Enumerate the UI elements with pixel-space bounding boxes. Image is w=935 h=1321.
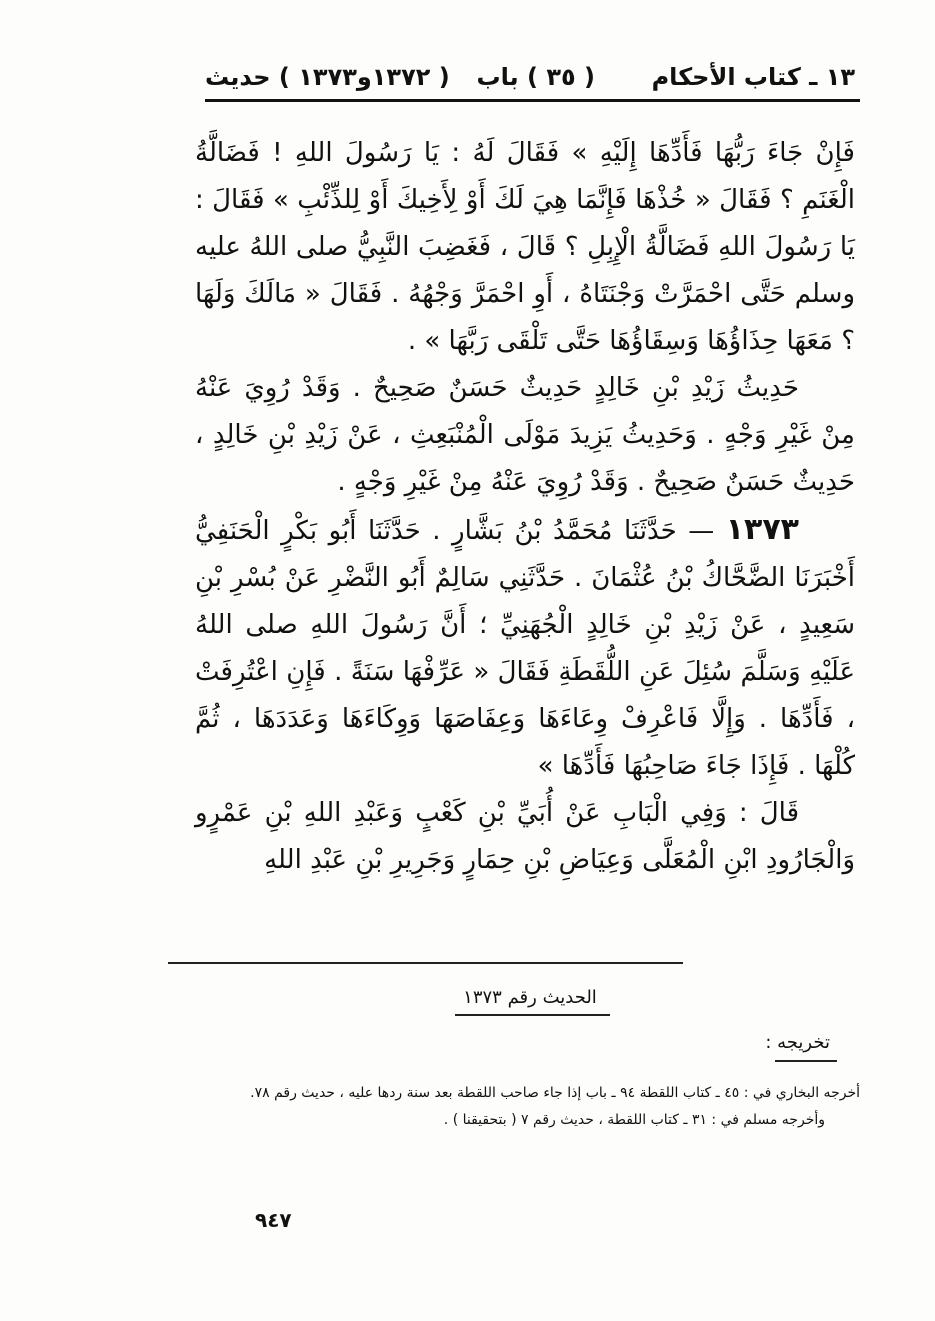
running-header: [205, 60, 855, 94]
header-hadith-range: ( ١٣٧٢و١٣٧٣ ) حديث: [205, 63, 450, 91]
header-chapter-title: ( ٣٥ ) باب: [476, 63, 595, 91]
footnote-title: الحديث رقم ١٣٧٣: [463, 987, 597, 1008]
paragraph-2: حَدِيثُ زَيْدِ بْنِ خَالِدٍ حَدِيثٌ حَسَنٌ صَحِيحٌ . وَقَدْ رُوِيَ عَنْهُ مِنْ غَيْرِ وَجْهٍ . وَحَدِيثُ يَزِيدَ مَوْلَى الْمُنْبَعِثِ ، عَنْ زَيْدِ بْنِ خَالِدٍ ، حَدِيثٌ حَسَنٌ صَحِيحٌ . وَقَدْ رُوِيَ عَنْهُ مِنْ غَيْرِ وَجْهٍ .: [195, 373, 855, 497]
footnote-divider: [168, 962, 683, 964]
footnote-title-underline: [455, 1014, 610, 1016]
paragraph-1: فَإِنْ جَاءَ رَبُّهَا فَأَدِّهَا إِلَيْهِ » فَقَالَ لَهُ : يَا رَسُولَ اللهِ ! فَضَالَّةُ الْغَنَمِ ؟ فَقَالَ « خُذْهَا فَإِنَّمَا هِيَ لَكَ أَوْ لِأَخِيكَ أَوْ لِلذِّئْبِ » فَقَالَ : يَا رَسُولَ اللهِ فَضَالَّةُ الْإِبِلِ ؟ قَالَ ، فَغَضِبَ النَّبِيُّ صلى اللهُ عليه وسلم حَتَّى احْمَرَّتْ وَجْنَتَاهُ ، أَوِ احْمَرَّ وَجْهُهُ . فَقَالَ « مَالَكَ وَلَهَا ؟ مَعَهَا حِذَاؤُهَا وَسِقَاؤُهَا حَتَّى تَلْقَى رَبَّهَا » .: [195, 138, 855, 356]
hadith-text: — حَدَّثَنَا مُحَمَّدُ بْنُ بَشَّارٍ . حَدَّثَنَا أَبُو بَكْرٍ الْحَنَفِيُّ أَخْبَرَنَا الضَّحَّاكُ بْنُ عُثْمَانَ . حَدَّثَنِي سَالِمٌ أَبُو النَّضْرِ عَنْ بُسْرِ بْنِ سَعِيدٍ ، عَنْ زَيْدِ بْنِ خَالِدٍ الْجُهَنِيِّ ؛ أَنَّ رَسُولَ اللهِ صلى اللهُ عَلَيْهِ وَسَلَّمَ سُئِلَ عَنِ اللُّقَطَةِ فَقَالَ « عَرِّفْهَا سَنَةً . فَإِنِ اعْتُرِفَتْ ، فَأَدِّهَا . وَإِلَّا فَاعْرِفْ وِعَاءَهَا وَعِفَاصَهَا وَوِكَاءَهَا وَعَدَدَهَا ، ثُمَّ كُلْهَا . فَإِذَا جَاءَ صَاحِبُهَا فَأَدِّهَا »: [195, 516, 855, 781]
footnote-line-2: وأخرجه مسلم في : ٣١ ـ كتاب اللقطة ، حديث رقم ٧ ( بتحقيقنا ) .: [443, 1112, 825, 1128]
page-number: ٩٤٧: [255, 1208, 292, 1232]
paragraph-3: [195, 506, 855, 790]
footnote-label: تخريجه :: [765, 1032, 830, 1053]
main-text: [195, 130, 855, 884]
header-divider: [205, 99, 860, 102]
footnote-line-1: أخرجه البخاري في : ٤٥ ـ كتاب اللقطة ٩٤ ـ باب إذا جاء صاحب اللقطة بعد سنة ردها عليه ، حديث رقم ٧٨.: [250, 1085, 860, 1101]
footnote-text: [170, 1080, 860, 1134]
hadith-number: ١٣٧٣: [725, 512, 799, 547]
footnote-label-underline: [775, 1060, 837, 1062]
paragraph-4: قَالَ : وَفِي الْبَابِ عَنْ أُبَيِّ بْنِ كَعْبٍ وَعَبْدِ اللهِ بْنِ عَمْرٍو وَالْجَارُودِ ابْنِ الْمُعَلَّى وَعِيَاضِ بْنِ حِمَارٍ وَجَرِيرِ بْنِ عَبْدِ اللهِ: [195, 798, 855, 875]
header-book-title: ١٣ ـ كتاب الأحكام: [651, 63, 855, 91]
